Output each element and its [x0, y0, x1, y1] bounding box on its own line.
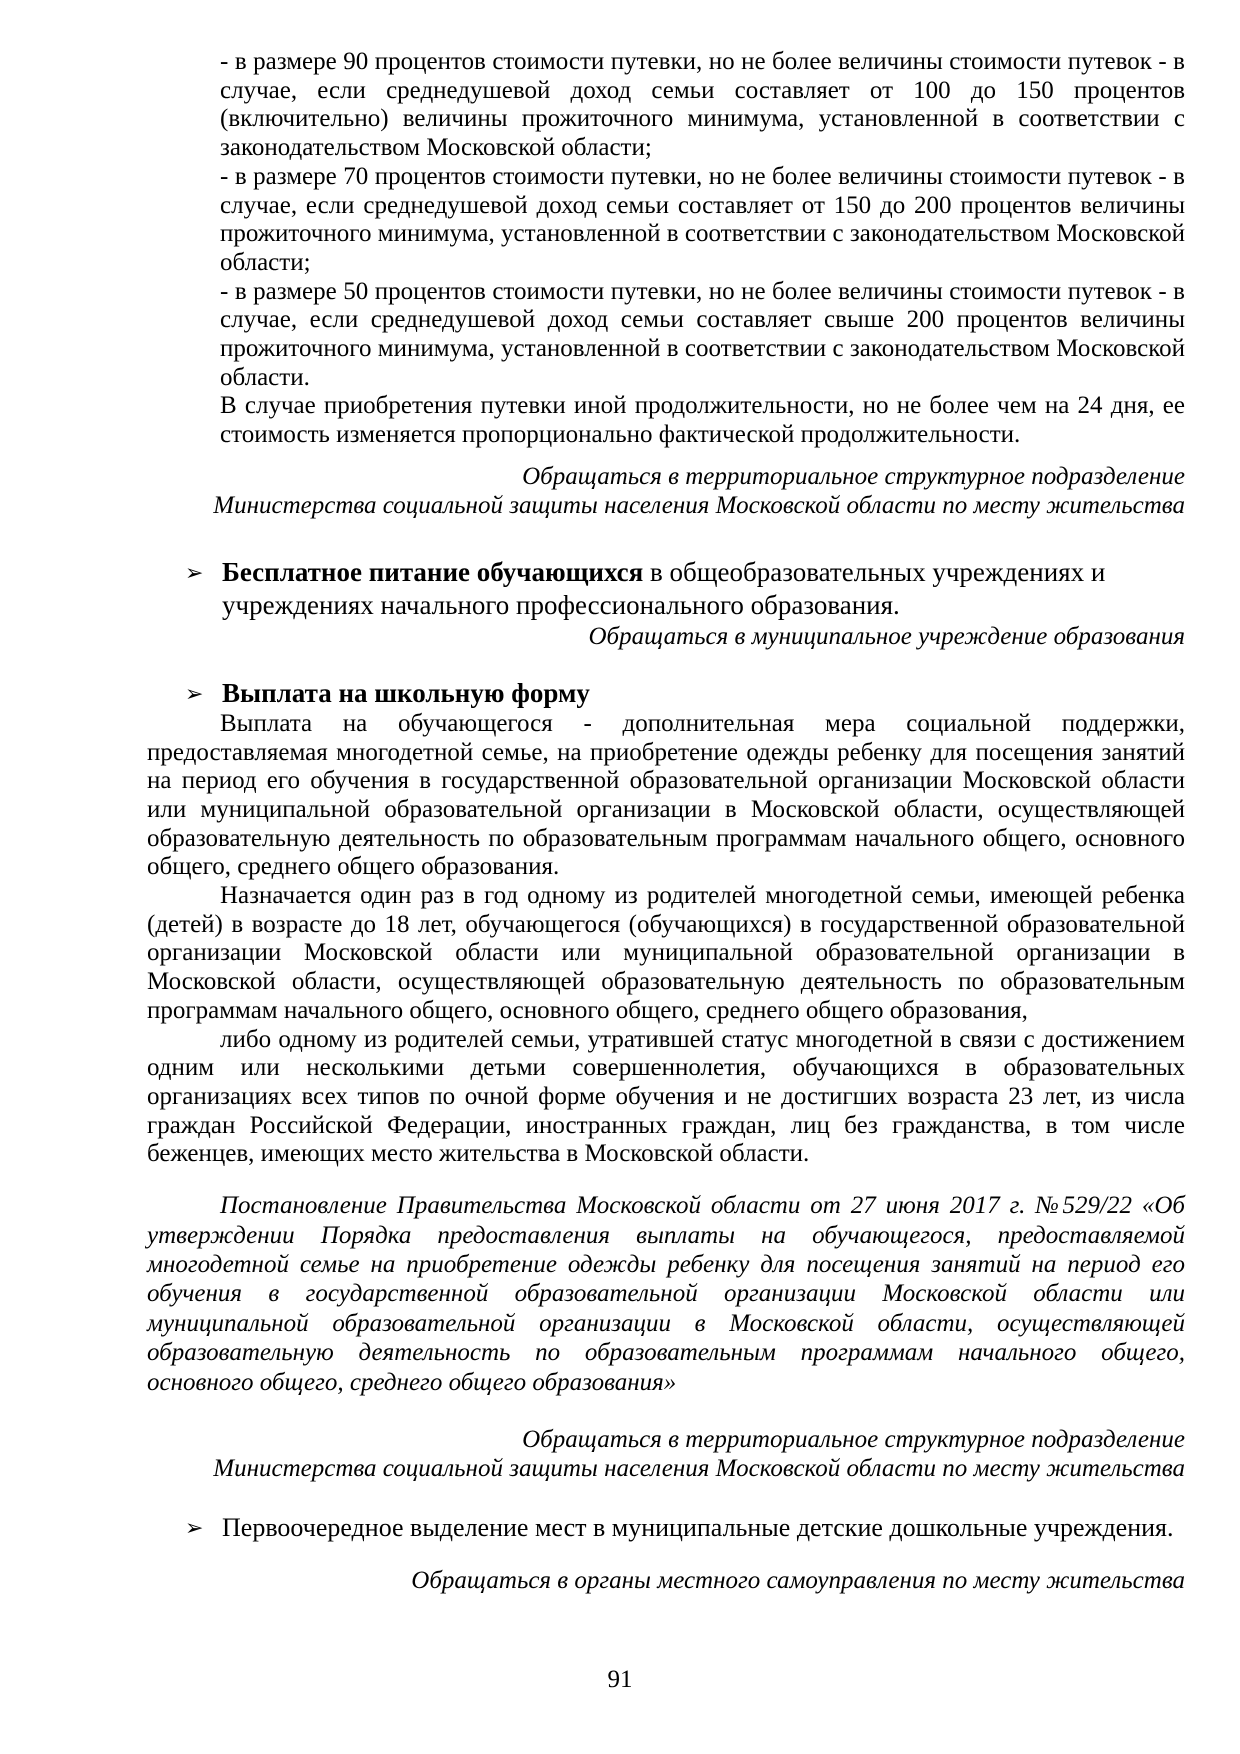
page-number: 91	[607, 1666, 633, 1693]
chevron-bullet-icon: ➢	[185, 681, 204, 707]
school-uniform-title: Выплата на школьную форму	[222, 677, 590, 708]
kindergarten-text: Первоочередное выделение мест в муниципальные детские дошкольные учреждения.	[222, 1512, 1174, 1542]
bullet-kindergarten	[147, 1511, 1185, 1544]
school-uniform-paragraph-2: Назначается один раз в год одному из родителей многодетной семьи, имеющей ребенка (детей) в возрасте до 18 лет, обучающегося (обучающихся) в государственной образовательной организации Московской области или муниципальной образовательной организации в Московской области, осуществляющей образовательную деятельность по образовательным программам начального общего, основного общего, среднего общего образования,	[147, 882, 1185, 1024]
school-uniform-paragraph-1: Выплата на обучающегося - дополнительная мера социальной поддержки, предоставляемая многодетной семье, на приобретение одежды ребенку для посещения занятий на период его обучения в государственной образовательной организации Московской области или муниципальной образовательной организации в Московской области, осуществляющей образовательную деятельность по образовательным программам начального общего, основного общего, среднего общего образования.	[147, 709, 1185, 881]
ministry-note	[147, 462, 1185, 520]
resort-subsidy-paragraph-70: - в размере 70 процентов стоимости путевки, но не более величины стоимости путевок - в случае, если среднедушевой доход семьи составляет от 150 до 200 процентов величины прожиточного минимума, установленной в соответствии с законодательством Московской области;	[220, 162, 1185, 276]
ministry-note-line-2: Министерства социальной защиты населения Московской области по месту жительства	[213, 1454, 1185, 1482]
ministry-note-repeat	[147, 1425, 1185, 1483]
chevron-bullet-icon: ➢	[185, 560, 204, 586]
legal-basis-paragraph: Постановление Правительства Московской области от 27 июня 2017 г. №529/22 «Об утверждении Порядка предоставления выплаты на обучающегося, предоставляемой многодетной семье на приобретение одежды ребенку для посещения занятий на период его обучения в государственной образовательной организации Московской области или муниципальной образовательной организации в Московской области, осуществляющей образовательную деятельность по образовательным программам начального общего, основного общего, среднего общего образования»	[147, 1192, 1185, 1396]
chevron-bullet-icon: ➢	[185, 1515, 204, 1541]
free-meals-text: в общеобразовательных учреждениях и учреждениях начального профессионального образования.	[222, 556, 1106, 620]
local-government-note: Обращаться в органы местного самоуправления по месту жительства	[411, 1566, 1185, 1594]
municipal-education-note: Обращаться в муниципальное учреждение образования	[588, 622, 1185, 650]
resort-duration-paragraph: В случае приобретения путевки иной продолжительности, но не более чем на 24 дня, ее стоимость изменяется пропорционально фактической продолжительности.	[220, 392, 1185, 449]
bullet-school-uniform	[147, 677, 1185, 710]
free-meals-title: Бесплатное питание обучающихся	[222, 556, 644, 587]
ministry-note-line-1: Обращаться в территориальное структурное подразделение	[522, 462, 1185, 490]
page-content	[147, 48, 1185, 1595]
bullet-free-meals	[147, 556, 1185, 622]
ministry-note-line-1: Обращаться в территориальное структурное подразделение	[522, 1425, 1185, 1453]
ministry-note-line-2: Министерства социальной защиты населения Московской области по месту жительства	[213, 491, 1185, 519]
resort-subsidy-paragraph-50: - в размере 50 процентов стоимости путевки, но не более величины стоимости путевок - в случае, если среднедушевой доход семьи составляет свыше 200 процентов величины прожиточного минимума, установленной в соответствии с законодательством Московской области.	[220, 277, 1185, 391]
resort-subsidy-block	[220, 48, 1185, 450]
resort-subsidy-paragraph-90: - в размере 90 процентов стоимости путевки, но не более величины стоимости путевок - в случае, если среднедушевой доход семьи составляет от 100 до 150 процентов (включительно) величины прожиточного минимума, установленной в соответствии с законодательством Московской области;	[220, 48, 1185, 162]
school-uniform-paragraph-3: либо одному из родителей семьи, утратившей статус многодетной в связи с достижением одним или несколькими детьми совершеннолетия, обучающихся в образовательных организациях всех типов по очной форме обучения и не достигших возраста 23 лет, из числа граждан Российской Федерации, иностранных граждан, лиц без гражданства, в том числе беженцев, имеющих место жительства в Московской области.	[147, 1025, 1185, 1168]
